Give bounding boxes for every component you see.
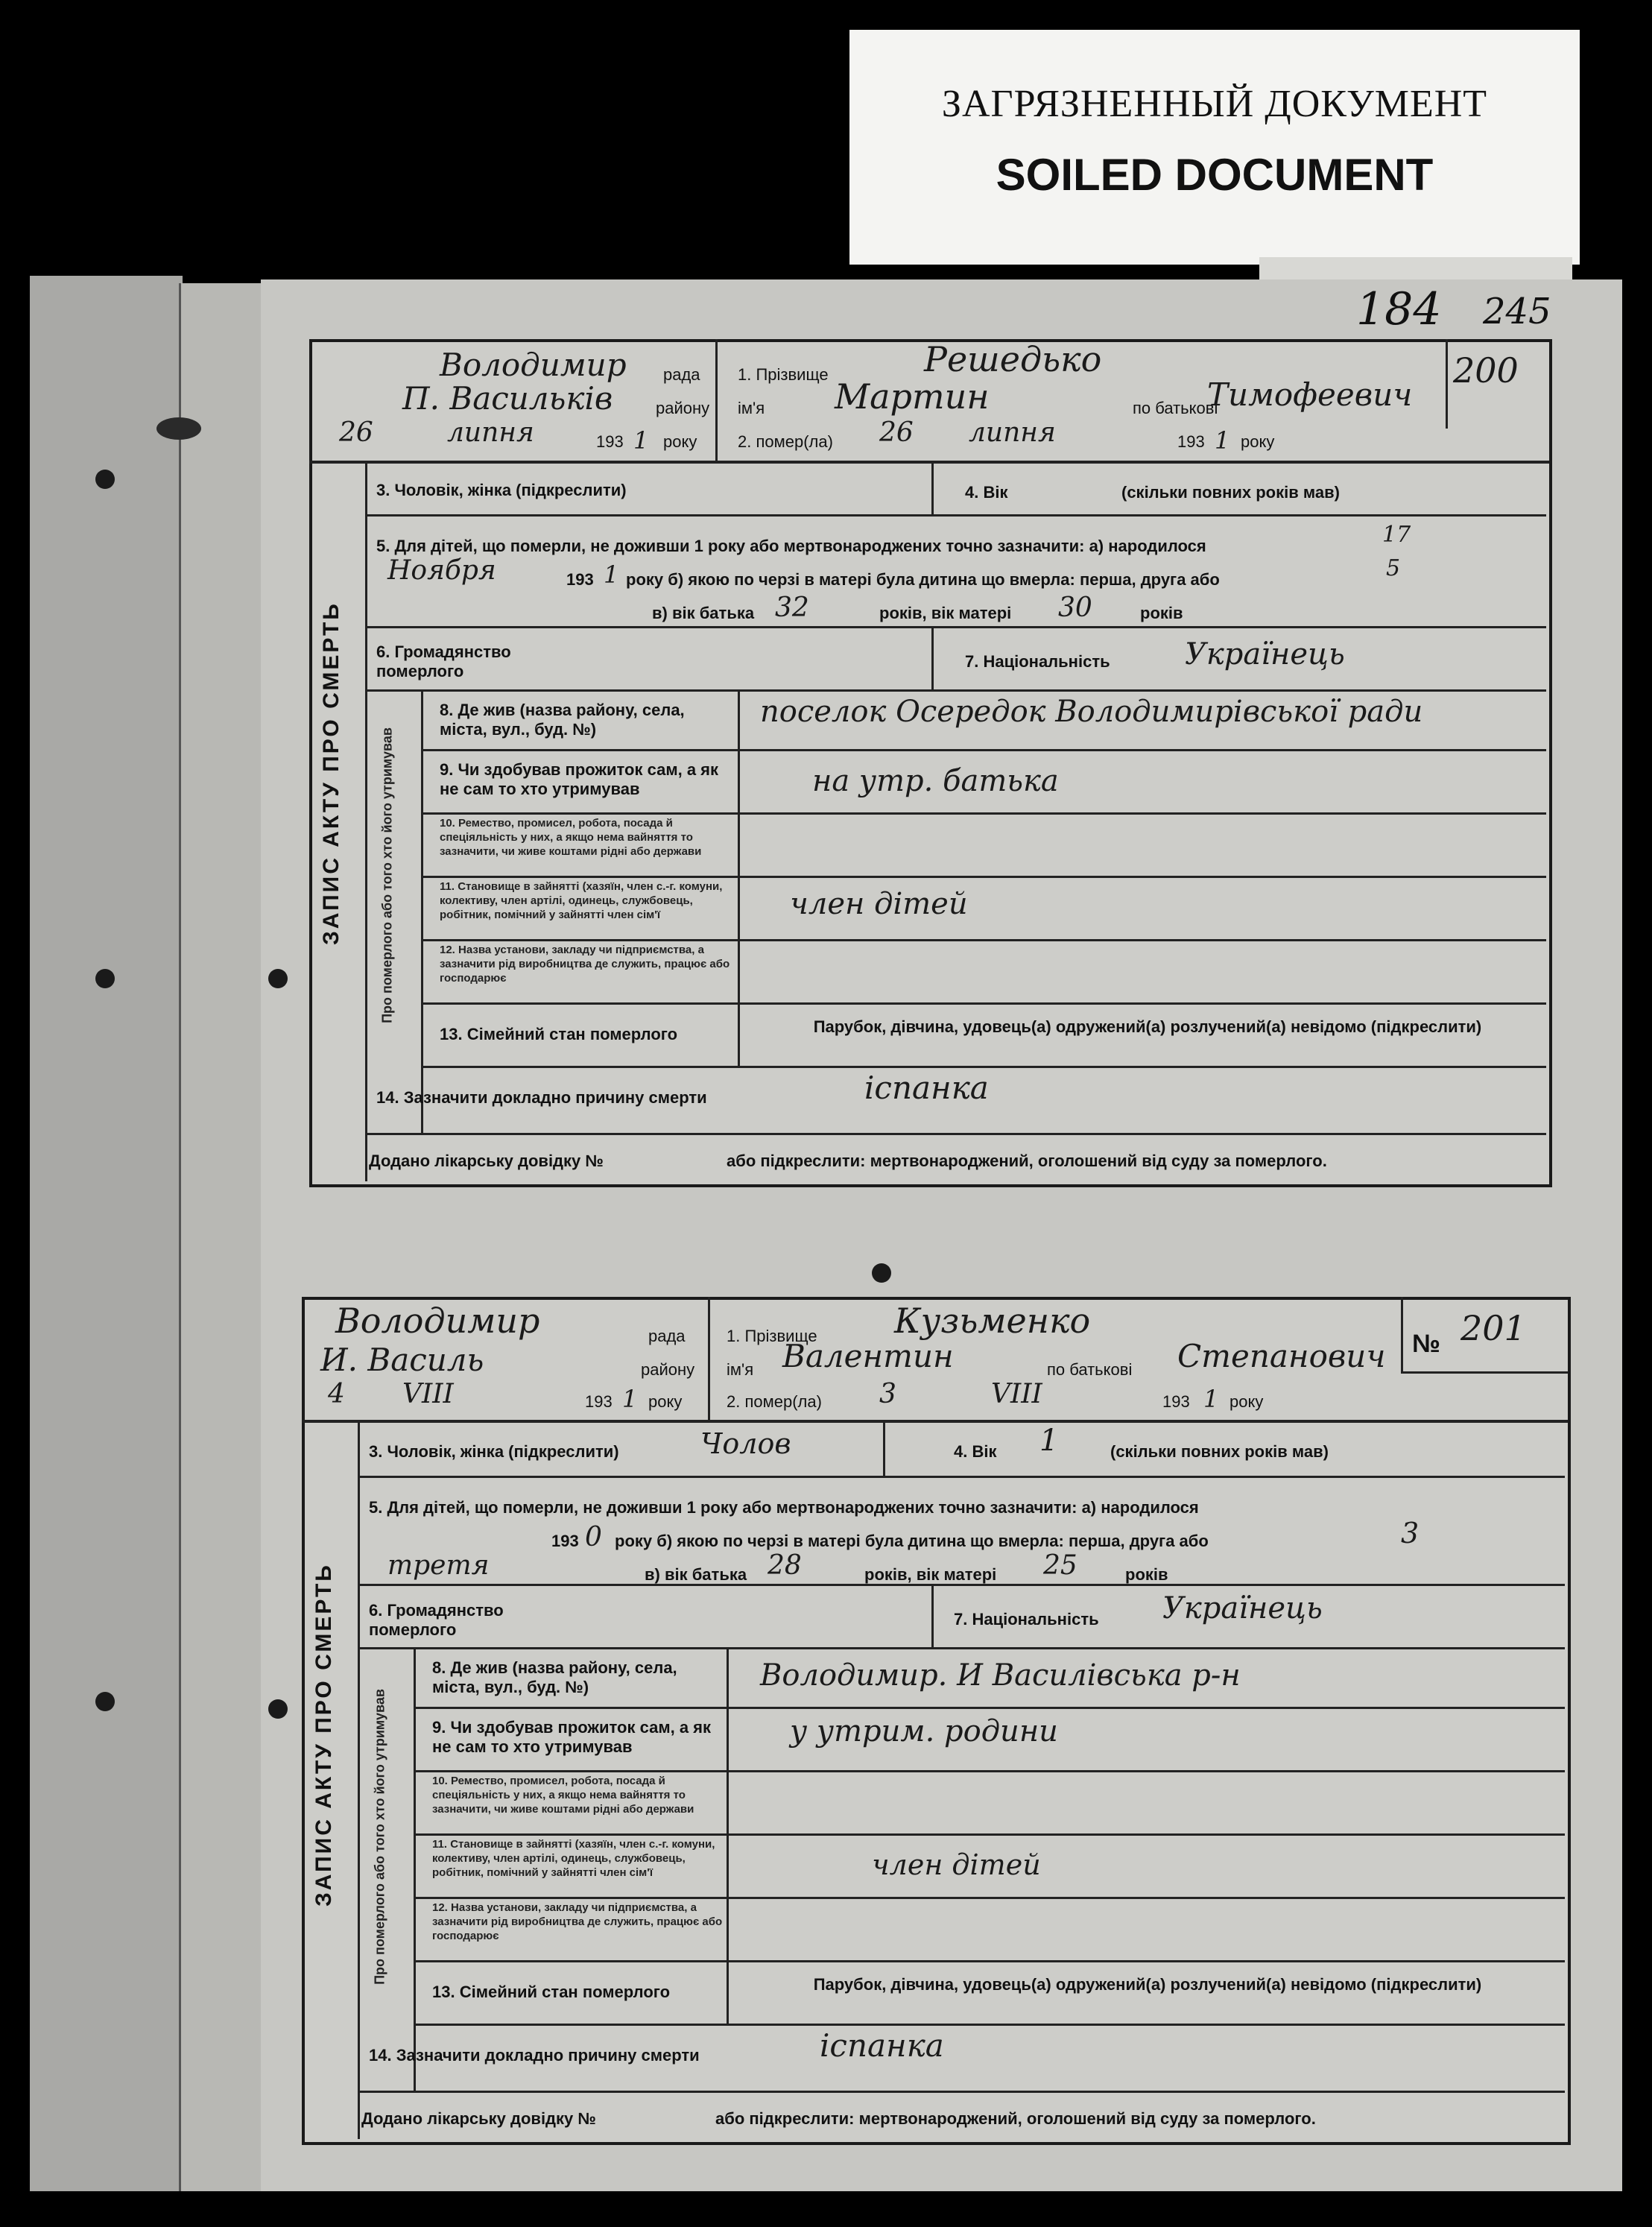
rayonu-value: И. Василь	[320, 1342, 484, 1378]
died-day-value: 3	[879, 1379, 896, 1409]
citizenship-label: 6. Громадянство померлого	[376, 642, 511, 680]
sex-label: 3. Чоловік, жінка (підкреслити)	[369, 1442, 619, 1461]
support-label: 9. Чи здобував прожиток сам, а як не сам то хто утримував	[440, 760, 719, 798]
label-english: SOILED DOCUMENT	[996, 150, 1434, 200]
child-label-a: 5. Для дітей, що померли, не доживши 1 року або мертвонароджених точно зазначити: а) народилося	[369, 1498, 1199, 1517]
citizenship-label: 6. Громадянство померлого	[369, 1601, 504, 1639]
divider	[414, 1897, 1565, 1899]
divider	[365, 689, 1546, 692]
child-label-b: року б) якою по черзі в матері була дитина що вмерла: перша, друга або	[615, 1532, 1209, 1550]
nationality-value: Українець	[1162, 1591, 1323, 1626]
marital-label: 13. Сімейний стан померлого	[432, 1983, 671, 2001]
reg-day-value: 26	[339, 417, 373, 448]
died-month-value: липня	[969, 417, 1056, 448]
mother-age-value: 25	[1043, 1550, 1077, 1581]
reg-month-value: липня	[447, 417, 534, 448]
binding-strip	[30, 276, 183, 2191]
age-suffix: (скільки повних років мав)	[1121, 483, 1340, 502]
page-number: 184	[1356, 283, 1442, 335]
year-prefix: 193	[585, 1392, 613, 1411]
divider	[414, 1960, 1565, 1962]
born-day-value: 17	[1382, 522, 1411, 548]
sex-label: 3. Чоловік, жінка (підкреслити)	[376, 481, 627, 499]
child-year-prefix: 193	[566, 570, 594, 589]
form-vertical-title: ЗАПИС АКТУ ПРО СМЕРТЬ	[319, 601, 344, 945]
torn-mark	[156, 417, 201, 440]
name-value: Валентин	[782, 1338, 954, 1374]
employment-status-value: член дітей	[872, 1848, 1041, 1881]
residence-value: поселок Осередок Володимирівської ради	[760, 695, 1423, 729]
age-value: 1	[1039, 1424, 1059, 1458]
child-label-b: року б) якою по черзі в матері була дитина що вмерла: перша, друга або	[626, 570, 1220, 589]
record-number: 200	[1453, 350, 1519, 391]
employment-status-label: 11. Становище в зайнятті (хазяїн, член с.-г. комуни, колективу, член артілі, одинець, службовець, робітник, помічний у зайнятті член сім'ї	[440, 880, 723, 921]
divider	[302, 1420, 1568, 1423]
soiled-document-label	[849, 30, 1580, 265]
punch-hole	[95, 969, 115, 988]
mother-age-label: років, вік матері	[864, 1565, 997, 1584]
reg-day-value: 4	[328, 1379, 345, 1409]
died-month-value: VIII	[991, 1379, 1042, 1409]
roku-label: року	[648, 1392, 683, 1411]
died-day-value: 26	[879, 417, 914, 448]
rada-label: рада	[648, 1327, 686, 1345]
divider	[358, 2091, 1565, 2093]
divider	[358, 1420, 360, 2139]
divider	[365, 462, 367, 1181]
punch-hole	[872, 1263, 891, 1283]
certificate-label: Додано лікарську довідку №	[361, 2109, 596, 2128]
certificate-label: Додано лікарську довідку №	[369, 1152, 604, 1170]
age-suffix: (скільки повних років мав)	[1110, 1442, 1329, 1461]
reg-year-value: 1	[633, 426, 649, 455]
rayonu-label: району	[641, 1360, 695, 1379]
record-number: 201	[1460, 1308, 1526, 1348]
patronymic-label: по батькові	[1047, 1360, 1133, 1379]
divider	[414, 1770, 1565, 1772]
father-age-label: в) вік батька	[652, 604, 755, 622]
patronymic-value: Степанович	[1177, 1338, 1386, 1374]
divider	[421, 1066, 1546, 1068]
surname-value: Решедько	[924, 339, 1102, 379]
died-year-prefix: 193	[1162, 1392, 1190, 1411]
rayonu-label: району	[656, 399, 710, 417]
divider	[421, 876, 1546, 878]
divider	[358, 1647, 1565, 1649]
roku-label: року	[663, 432, 697, 451]
rada-value: Володимир	[440, 347, 627, 383]
divider	[931, 626, 934, 689]
born-month-value: Ноября	[387, 555, 496, 586]
cause-label: 14. Зазначити докладно причину смерти	[369, 2046, 700, 2065]
mother-age-suffix: років	[1125, 1565, 1168, 1584]
form-vertical-title: ЗАПИС АКТУ ПРО СМЕРТЬ	[311, 1563, 336, 1907]
support-label: 9. Чи здобував прожиток сам, а як не сам то хто утримував	[432, 1718, 712, 1756]
rayonu-value: П. Васильків	[402, 380, 613, 417]
child-year-prefix: 193	[551, 1532, 579, 1550]
institution-label: 12. Назва установи, закладу чи підприємства, а зазначити рід виробництва де служить, працює або господарює	[432, 1901, 723, 1942]
punch-hole	[268, 969, 288, 988]
died-label: 2. помер(ла)	[738, 432, 833, 451]
age-label: 4. Вік	[954, 1442, 997, 1461]
divider	[358, 1476, 1565, 1478]
support-value: у утрим. родини	[790, 1714, 1058, 1749]
died-year-value: 1	[1203, 1385, 1219, 1413]
patronymic-label: по батькові	[1133, 399, 1218, 417]
patronymic-value: Тимофеевич	[1207, 376, 1413, 413]
name-label: ім'я	[727, 1360, 754, 1379]
died-year-prefix: 193	[1177, 432, 1205, 451]
age-label: 4. Вік	[965, 483, 1008, 502]
number-sign: №	[1412, 1330, 1440, 1358]
divider	[1446, 339, 1448, 429]
mother-age-label: років, вік матері	[879, 604, 1012, 622]
reg-year-value: 1	[622, 1385, 638, 1413]
divider	[414, 2024, 1565, 2026]
nationality-label: 7. Національність	[954, 1610, 1099, 1629]
label-russian: ЗАГРЯЗНЕННЫЙ ДОКУМЕНТ	[941, 83, 1488, 125]
mother-age-suffix: років	[1140, 604, 1183, 622]
binding-fold	[179, 283, 262, 2191]
name-value: Мартин	[835, 376, 990, 417]
residence-label: 8. Де жив (назва району, села, міста, вул., буд. №)	[440, 701, 685, 739]
born-year-value: 0	[585, 1522, 602, 1552]
rada-label: рада	[663, 365, 700, 384]
punch-hole	[95, 470, 115, 489]
divider	[365, 1133, 1546, 1135]
divider	[715, 339, 718, 462]
divider	[421, 1002, 1546, 1005]
divider	[309, 461, 1549, 464]
reg-month-value: VIII	[402, 1379, 454, 1409]
name-label: ім'я	[738, 399, 765, 417]
surname-label: 1. Прізвище	[727, 1327, 817, 1345]
divider	[365, 626, 1546, 628]
nationality-value: Українець	[1185, 637, 1345, 672]
mother-age-value: 30	[1058, 593, 1092, 623]
divider	[931, 462, 934, 514]
surname-value: Кузьменко	[894, 1301, 1091, 1341]
father-age-value: 32	[775, 593, 809, 623]
divider	[883, 1420, 885, 1476]
cause-value: іспанка	[820, 2027, 944, 2064]
died-label: 2. помер(ла)	[727, 1392, 822, 1411]
nationality-label: 7. Національність	[965, 652, 1110, 671]
father-age-label: в) вік батька	[645, 1565, 747, 1584]
residence-label: 8. Де жив (назва району, села, міста, вул., буд. №)	[432, 1658, 677, 1696]
certificate-note: або підкреслити: мертвонароджений, оголошений від суду за померлого.	[715, 2109, 1316, 2128]
divider	[421, 939, 1546, 941]
died-roku-label: року	[1241, 432, 1275, 451]
divider	[1401, 1297, 1403, 1371]
child-order-value: 5	[1386, 555, 1401, 581]
occupation-label: 10. Ремество, промисел, робота, посада й спеціяльність у них, а якщо нема вайняття то зазначити, чи живе коштами рідні або держави	[432, 1775, 694, 1816]
rada-value: Володимир	[335, 1301, 540, 1341]
born-year-value: 1	[604, 560, 619, 589]
divider	[414, 1707, 1565, 1709]
year-prefix: 193	[596, 432, 624, 451]
died-roku-label: року	[1229, 1392, 1264, 1411]
divider	[1401, 1371, 1568, 1374]
died-year-value: 1	[1215, 426, 1230, 455]
support-value: на утр. батька	[812, 764, 1059, 798]
marital-options: Парубок, дівчина, удовець(а) одружений(а) розлучений(а) невідомо (підкреслити)	[813, 1017, 1482, 1036]
occupation-label: 10. Ремество, промисел, робота, посада й спеціяльність у них, а якщо нема вайняття то зазначити, чи живе коштами рідні або держави	[440, 817, 702, 858]
child-label-a: 5. Для дітей, що померли, не доживши 1 року або мертвонароджених точно зазначити: а) народилося	[376, 537, 1206, 555]
certificate-note: або підкреслити: мертвонароджений, оголошений від суду за померлого.	[727, 1152, 1327, 1170]
divider	[931, 1584, 934, 1647]
form-vertical-subtitle: Про померлого або того хто його утримував	[379, 727, 395, 1023]
marital-label: 13. Сімейний стан померлого	[440, 1025, 678, 1043]
form-vertical-subtitle: Про померлого або того хто його утримував	[372, 1689, 387, 1985]
divider	[421, 749, 1546, 751]
employment-status-value: член дітей	[790, 887, 968, 921]
child-order-value: 3	[1401, 1517, 1420, 1550]
divider	[708, 1297, 710, 1420]
surname-label: 1. Прізвище	[738, 365, 829, 384]
punch-hole	[268, 1699, 288, 1719]
employment-status-label: 11. Становище в зайнятті (хазяїн, член с.-г. комуни, колективу, член артілі, одинець, службовець, робітник, помічний у зайнятті член сім'ї	[432, 1838, 715, 1879]
residence-value: Володимир. И Василівська р-н	[760, 1658, 1241, 1693]
divider	[414, 1833, 1565, 1836]
divider	[365, 514, 1546, 517]
child-order-word: третя	[387, 1550, 490, 1581]
cause-label: 14. Зазначити докладно причину смерти	[376, 1088, 707, 1107]
divider	[421, 812, 1546, 815]
page-number-alt: 245	[1483, 291, 1551, 332]
father-age-value: 28	[768, 1550, 802, 1581]
punch-hole	[95, 1692, 115, 1711]
sex-value: Чолов	[700, 1427, 791, 1460]
institution-label: 12. Назва установи, закладу чи підприємства, а зазначити рід виробництва де служить, працює або господарює	[440, 944, 730, 985]
cause-value: іспанка	[864, 1070, 989, 1106]
marital-options: Парубок, дівчина, удовець(а) одружений(а) розлучений(а) невідомо (підкреслити)	[813, 1975, 1482, 1994]
